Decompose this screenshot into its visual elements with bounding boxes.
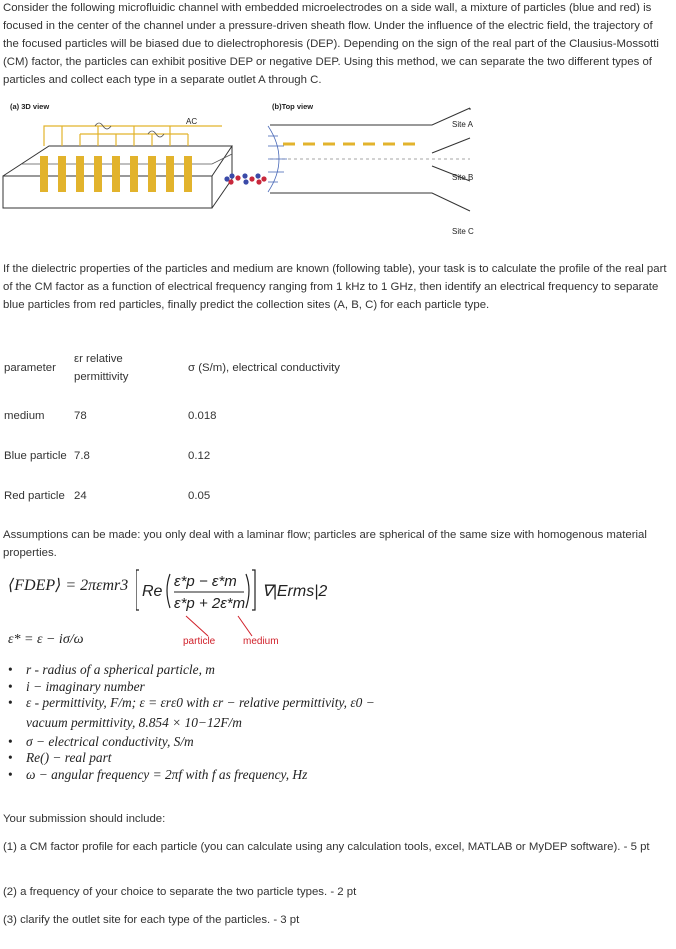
electrode [130, 156, 138, 192]
ac-label: AC [186, 117, 198, 126]
electrode [40, 156, 48, 192]
dep-force-equation [8, 575, 128, 595]
blue-particle [255, 173, 260, 178]
table-row-medium-eps: 78 [74, 410, 87, 422]
submission-item-3: (3) clarify the outlet site for each type of the particles. - 3 pt [3, 914, 300, 926]
epsilon-symbol: εr [74, 353, 83, 365]
electrode [184, 156, 192, 192]
table-header-parameter: parameter [4, 362, 56, 374]
table-row-medium-name: medium [4, 410, 45, 422]
annotation-particle: particle [183, 636, 216, 647]
submission-item-2: (2) a frequency of your choice to separate the two particle types. - 2 pt [3, 886, 357, 898]
electrode-array [40, 156, 192, 192]
red-particle [256, 179, 261, 184]
table-row-blue-eps: 7.8 [74, 450, 90, 462]
ac-wiring [44, 126, 222, 146]
table-header-conductivity: σ (S/m), electrical conductivity [188, 362, 340, 374]
view-3d-label: (a) 3D view [10, 102, 50, 111]
list-item: • ω − angular frequency = 2πf with f as frequency, Hz [8, 766, 308, 782]
channel-figure [0, 96, 676, 246]
electrode [58, 156, 66, 192]
svg-text:ε*p − ε*m: ε*p − ε*m [174, 573, 237, 590]
permittivity-line1: relative [86, 353, 123, 365]
red-particle [228, 179, 233, 184]
red-particle [235, 175, 240, 180]
blue-particle [243, 179, 248, 184]
table-row-red-sigma: 0.05 [188, 490, 211, 502]
red-particle [261, 176, 266, 181]
ac-source-icon [95, 123, 164, 137]
svg-text:ε*p + 2ε*m: ε*p + 2ε*m [174, 595, 246, 612]
list-item: • Re() − real part [8, 750, 112, 766]
table-row-medium-sigma: 0.018 [188, 410, 217, 422]
top-view-channel [270, 108, 470, 211]
table-row-red-name: Red particle [4, 490, 65, 502]
annotation-medium: medium [243, 636, 279, 647]
blue-particle [229, 173, 234, 178]
permittivity-line2: permittivity [74, 371, 129, 383]
electrode [94, 156, 102, 192]
complex-permittivity: ε* = ε − iσ/ω [8, 632, 84, 647]
electrode [112, 156, 120, 192]
intro-paragraph: Consider the following microfluidic channel with embedded microelectrodes on a side wall, a mixture of particles (blue and red) is focused in the center of the channel under a pressure-driven sheath flow. Under the influence of the electric field, the trajectory of the focused particles will be biased due to dielectrophoresis (DEP). Depending on the sign of the real part of the Clausius-Mossotti (CM) factor, the particles can exhibit positive DEP or negative DEP. Using this method, we can separate the two different types of particles and collect each type in a separate outlet A through C. [3, 2, 659, 86]
table-row-blue-sigma: 0.12 [188, 450, 211, 462]
list-item: • r - radius of a spherical particle, m [8, 662, 215, 677]
symbol-definitions [8, 662, 608, 784]
submission-item-1: (1) a CM factor profile for each particle (you can calculate using any calculation tools, excel, MATLAB or MyDEP software). - 5 pt [3, 841, 650, 853]
equation-lhs: ⟨FDEP⟩ = 2πεmr3 [8, 577, 129, 594]
electrode [166, 156, 174, 192]
svg-text:∇|Erms|2: ∇|Erms|2 [262, 583, 328, 600]
electrode [148, 156, 156, 192]
list-item: • σ − electrical conductivity, S/m [8, 733, 194, 749]
task-paragraph: If the dielectric properties of the particles and medium are known (following table), your task is to calculate the profile of the real part of the CM factor as a function of electrical frequency ranging from 1 kHz to 1 GHz, then identify an electrical frequency to separate blue particles from red particles, finally predict the collection sites (A, B, C) for each particle type. [3, 263, 667, 311]
list-item: • ε - permittivity, F/m; ε = εrε0 with εr − relative permittivity, ε0 − [8, 695, 375, 711]
red-particle [249, 176, 254, 181]
table-row-blue-name: Blue particle [4, 450, 67, 462]
site-c-label: Site C [452, 227, 474, 236]
table-row-red-eps: 24 [74, 490, 87, 502]
list-item: • i − imaginary number [8, 678, 145, 694]
table-header-permittivity [74, 350, 128, 386]
blue-particle [242, 173, 247, 178]
cm-factor-term [136, 566, 336, 616]
site-a-label: Site A [452, 120, 473, 129]
svg-text:Re: Re [142, 583, 163, 600]
top-view-label: (b)Top view [272, 102, 314, 111]
assumptions-paragraph: Assumptions can be made: you only deal with a laminar flow; particles are spherical of the same size with homogenous material properties. [3, 529, 647, 559]
particle-stream [224, 173, 266, 184]
electrode [76, 156, 84, 192]
flow-profile [268, 126, 287, 192]
list-item: vacuum permittivity, 8.854 × 10−12F/m [26, 714, 242, 730]
submission-intro: Your submission should include: [3, 813, 166, 825]
site-b-label: Site B [452, 173, 474, 182]
